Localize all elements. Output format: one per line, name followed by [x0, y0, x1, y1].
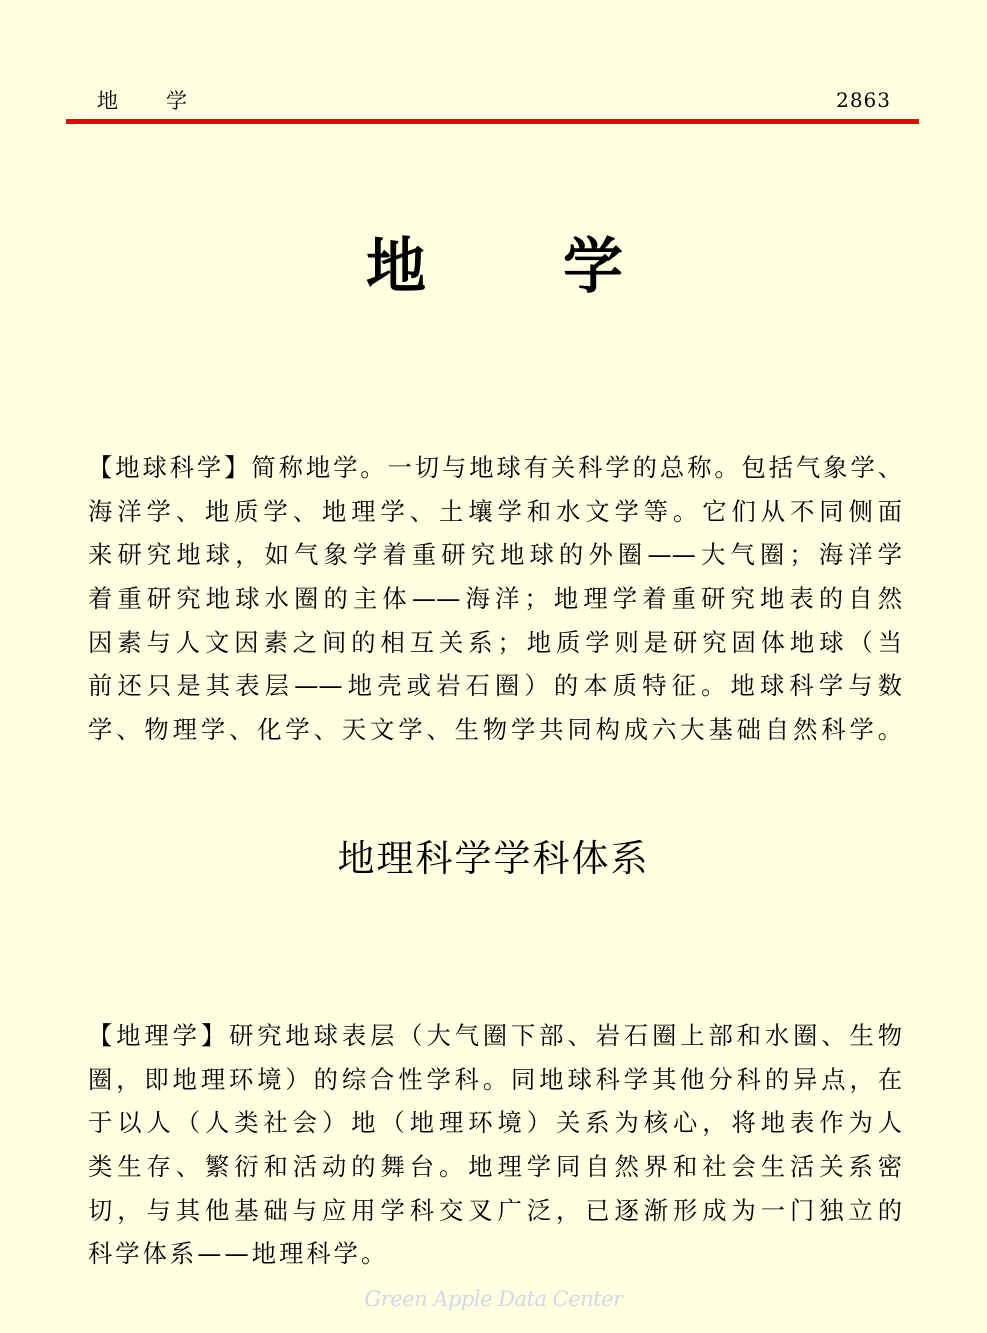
text-line: 于以人（人类社会）地（地理环境）关系为核心，将地表作为人: [88, 1108, 902, 1138]
text-line: 前还只是其表层——地壳或岩石圈）的本质特征。地球科学与数: [88, 671, 902, 701]
text-line: 切，与其他基础与应用学科交叉广泛，已逐渐形成为一门独立的: [88, 1195, 902, 1225]
section-heading: 地理科学学科体系: [337, 837, 650, 880]
text-line: 学、物理学、化学、天文学、生物学共同构成六大基础自然科学。: [88, 715, 902, 745]
header-rule: [66, 119, 919, 124]
text-line: 类生存、繁衍和活动的舞台。地理学同自然界和社会生活关系密: [88, 1152, 902, 1182]
watermark: Green Apple Data Center: [364, 1287, 623, 1311]
text-line: 科学体系——地理科学。: [88, 1239, 389, 1269]
page-number: 2863: [836, 88, 891, 112]
page-title: 地学: [366, 232, 760, 302]
text-line: 海洋学、地质学、地理学、土壤学和水文学等。它们从不同侧面: [88, 496, 902, 526]
text-line: 圈，即地理环境）的综合性学科。同地球科学其他分科的异点，在: [88, 1064, 902, 1094]
entry-earth-science: [88, 446, 902, 752]
entry-geography: [88, 1014, 902, 1276]
text-line: 着重研究地球水圈的主体——海洋；地理学着重研究地表的自然: [88, 584, 902, 614]
running-header-title: 地学: [97, 89, 235, 113]
text-line: 因素与人文因素之间的相互关系；地质学则是研究固体地球（当: [88, 627, 902, 657]
text-line: 来研究地球，如气象学着重研究地球的外圈——大气圈；海洋学: [88, 540, 902, 570]
text-line: 【地球科学】简称地学。一切与地球有关科学的总称。包括气象学、: [88, 453, 902, 482]
text-line: 【地理学】研究地球表层（大气圈下部、岩石圈上部和水圈、生物: [88, 1021, 902, 1050]
